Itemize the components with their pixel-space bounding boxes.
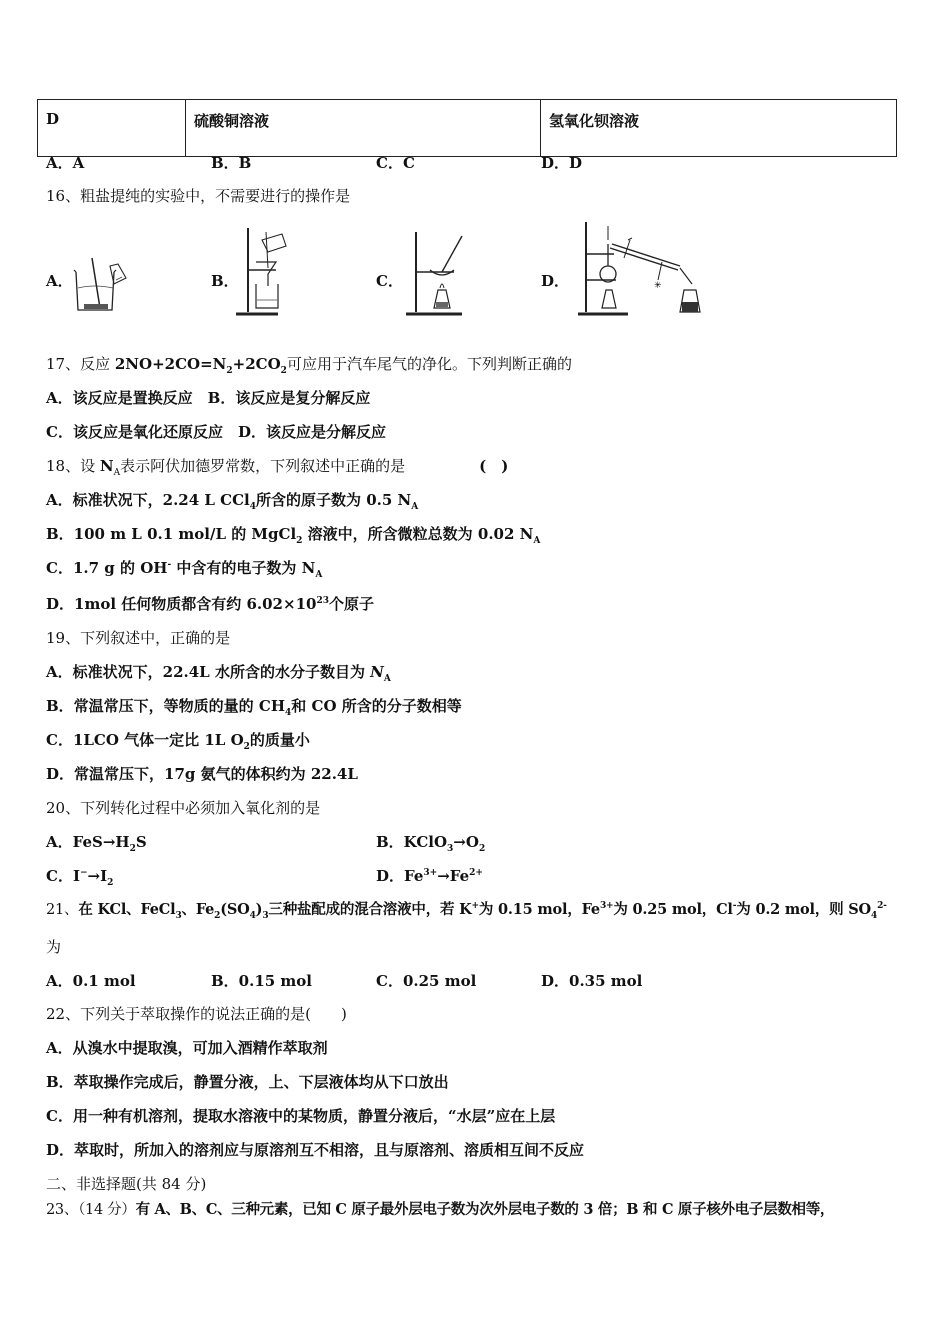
- q17-options-cd: C．该反应是氧化还原反应 D．该反应是分解反应: [46, 423, 386, 441]
- q15-option-a: A．A: [46, 154, 85, 172]
- q21-option-b: B．0.15 mol: [211, 972, 313, 990]
- svg-text:✳: ✳: [654, 281, 662, 291]
- section-heading: 二、非选择题(共 84 分): [46, 1175, 207, 1193]
- q16-label-a: A．: [46, 272, 73, 290]
- table-cell: 硫酸铜溶液: [186, 100, 541, 157]
- q17-stem: 17、反应 $2NO+2CO=N_2+2CO_2$可应用于汽车尾气的净化。下列判断正确的: [46, 355, 572, 376]
- q22-stem: 22、下列关于萃取操作的说法正确的是( ): [46, 1005, 347, 1023]
- answer-table: [37, 99, 897, 157]
- q21-option-c: C．0.25 mol: [376, 972, 477, 990]
- q20-option-a: A．$FeS\to H_2S$: [46, 833, 147, 854]
- q20-option-b: B．$KClO_3\to O_2$: [376, 833, 486, 854]
- dissolving-beaker-figure: [66, 250, 138, 316]
- q16-label-b: B．: [211, 272, 239, 290]
- q19-option-c: C．1LCO 气体一定比 1L $O_2$的质量小: [46, 731, 310, 752]
- q16-label-c: C．: [376, 272, 403, 290]
- q17-options-ab: A．该反应是置换反应 B．该反应是复分解反应: [46, 389, 371, 407]
- q19-option-b: B．常温常压下，等物质的量的 $CH_4$和 CO 所含的分子数相等: [46, 697, 462, 718]
- q18-option-c: C．1.7 g 的 OH- 中含有的电子数为 $N_A$: [46, 559, 323, 580]
- distillation-apparatus-figure: [576, 218, 708, 320]
- q19-stem: 19、下列叙述中，正确的是: [46, 629, 231, 647]
- q22-option-a: A．从溴水中提取溴，可加入酒精作萃取剂: [46, 1039, 328, 1057]
- q15-option-d: D．D: [541, 154, 583, 172]
- q20-option-c: C．$I^-\to I_2$: [46, 867, 114, 888]
- q18-option-d: D．1mol 任何物质都含有约 $6.02\times 10^{23}$个原子: [46, 595, 374, 613]
- q15-option-c: C．C: [376, 154, 415, 172]
- table-cell: D: [38, 100, 186, 157]
- filtration-apparatus-figure: [232, 224, 292, 320]
- q21-stem-continued: 为: [46, 938, 62, 956]
- evaporation-apparatus-figure: [404, 228, 468, 320]
- q23-stem: 23、（14 分）有 A、B、C、三种元素，已知 C 原子最外层电子数为次外层电子数的 3 倍；B 和 C 原子核外电子层数相等，: [46, 1201, 835, 1218]
- q20-stem: 20、下列转化过程中必须加入氧化剂的是: [46, 799, 321, 817]
- q21-option-a: A．0.1 mol: [46, 972, 136, 990]
- q21-option-d: D．0.35 mol: [541, 972, 643, 990]
- table-cell: 氢氧化钡溶液: [541, 100, 897, 157]
- q22-option-d: D．萃取时，所加入的溶剂应与原溶剂互不相溶，且与原溶剂、溶质相互间不反应: [46, 1141, 585, 1159]
- table-row: [38, 100, 897, 157]
- q15-option-b: B．B: [211, 154, 252, 172]
- q16-label-d: D．: [541, 272, 570, 290]
- q20-option-d: D．$Fe^{3+}\to Fe^{2+}$: [376, 867, 483, 885]
- q16-stem: 16、粗盐提纯的实验中，不需要进行的操作是: [46, 187, 351, 205]
- q22-option-b: B．萃取操作完成后，静置分液，上、下层液体均从下口放出: [46, 1073, 449, 1091]
- q18-stem: 18、设 $N_A$表示阿伏加德罗常数，下列叙述中正确的是 ( ): [46, 457, 509, 478]
- q22-option-c: C．用一种有机溶剂，提取水溶液中的某物质，静置分液后，“水层”应在上层: [46, 1107, 556, 1125]
- q18-option-b: B．100 m L 0.1 mol/L 的 MgCl$_2$ 溶液中，所含微粒总数为 0.02 $N_A$: [46, 525, 541, 546]
- q21-stem: 21、在 KCl、FeCl$_3$、$Fe_2(SO_4)_3$三种盐配成的混合溶液中，若 K+为 0.15 mol，$Fe^{3+}$为 0.25 mol，Cl-为 0.2 mol，则 $SO_4^{2-}$: [46, 901, 887, 921]
- q19-option-a: A．标准状况下，22.4L 水所含的水分子数目为 $N_A$: [46, 663, 391, 684]
- q19-option-d: D．常温常压下，17g 氨气的体积约为 22.4L: [46, 765, 358, 783]
- q18-option-a: A．标准状况下，2.24 L CCl$_4$所含的原子数为 0.5 $N_A$: [46, 491, 419, 512]
